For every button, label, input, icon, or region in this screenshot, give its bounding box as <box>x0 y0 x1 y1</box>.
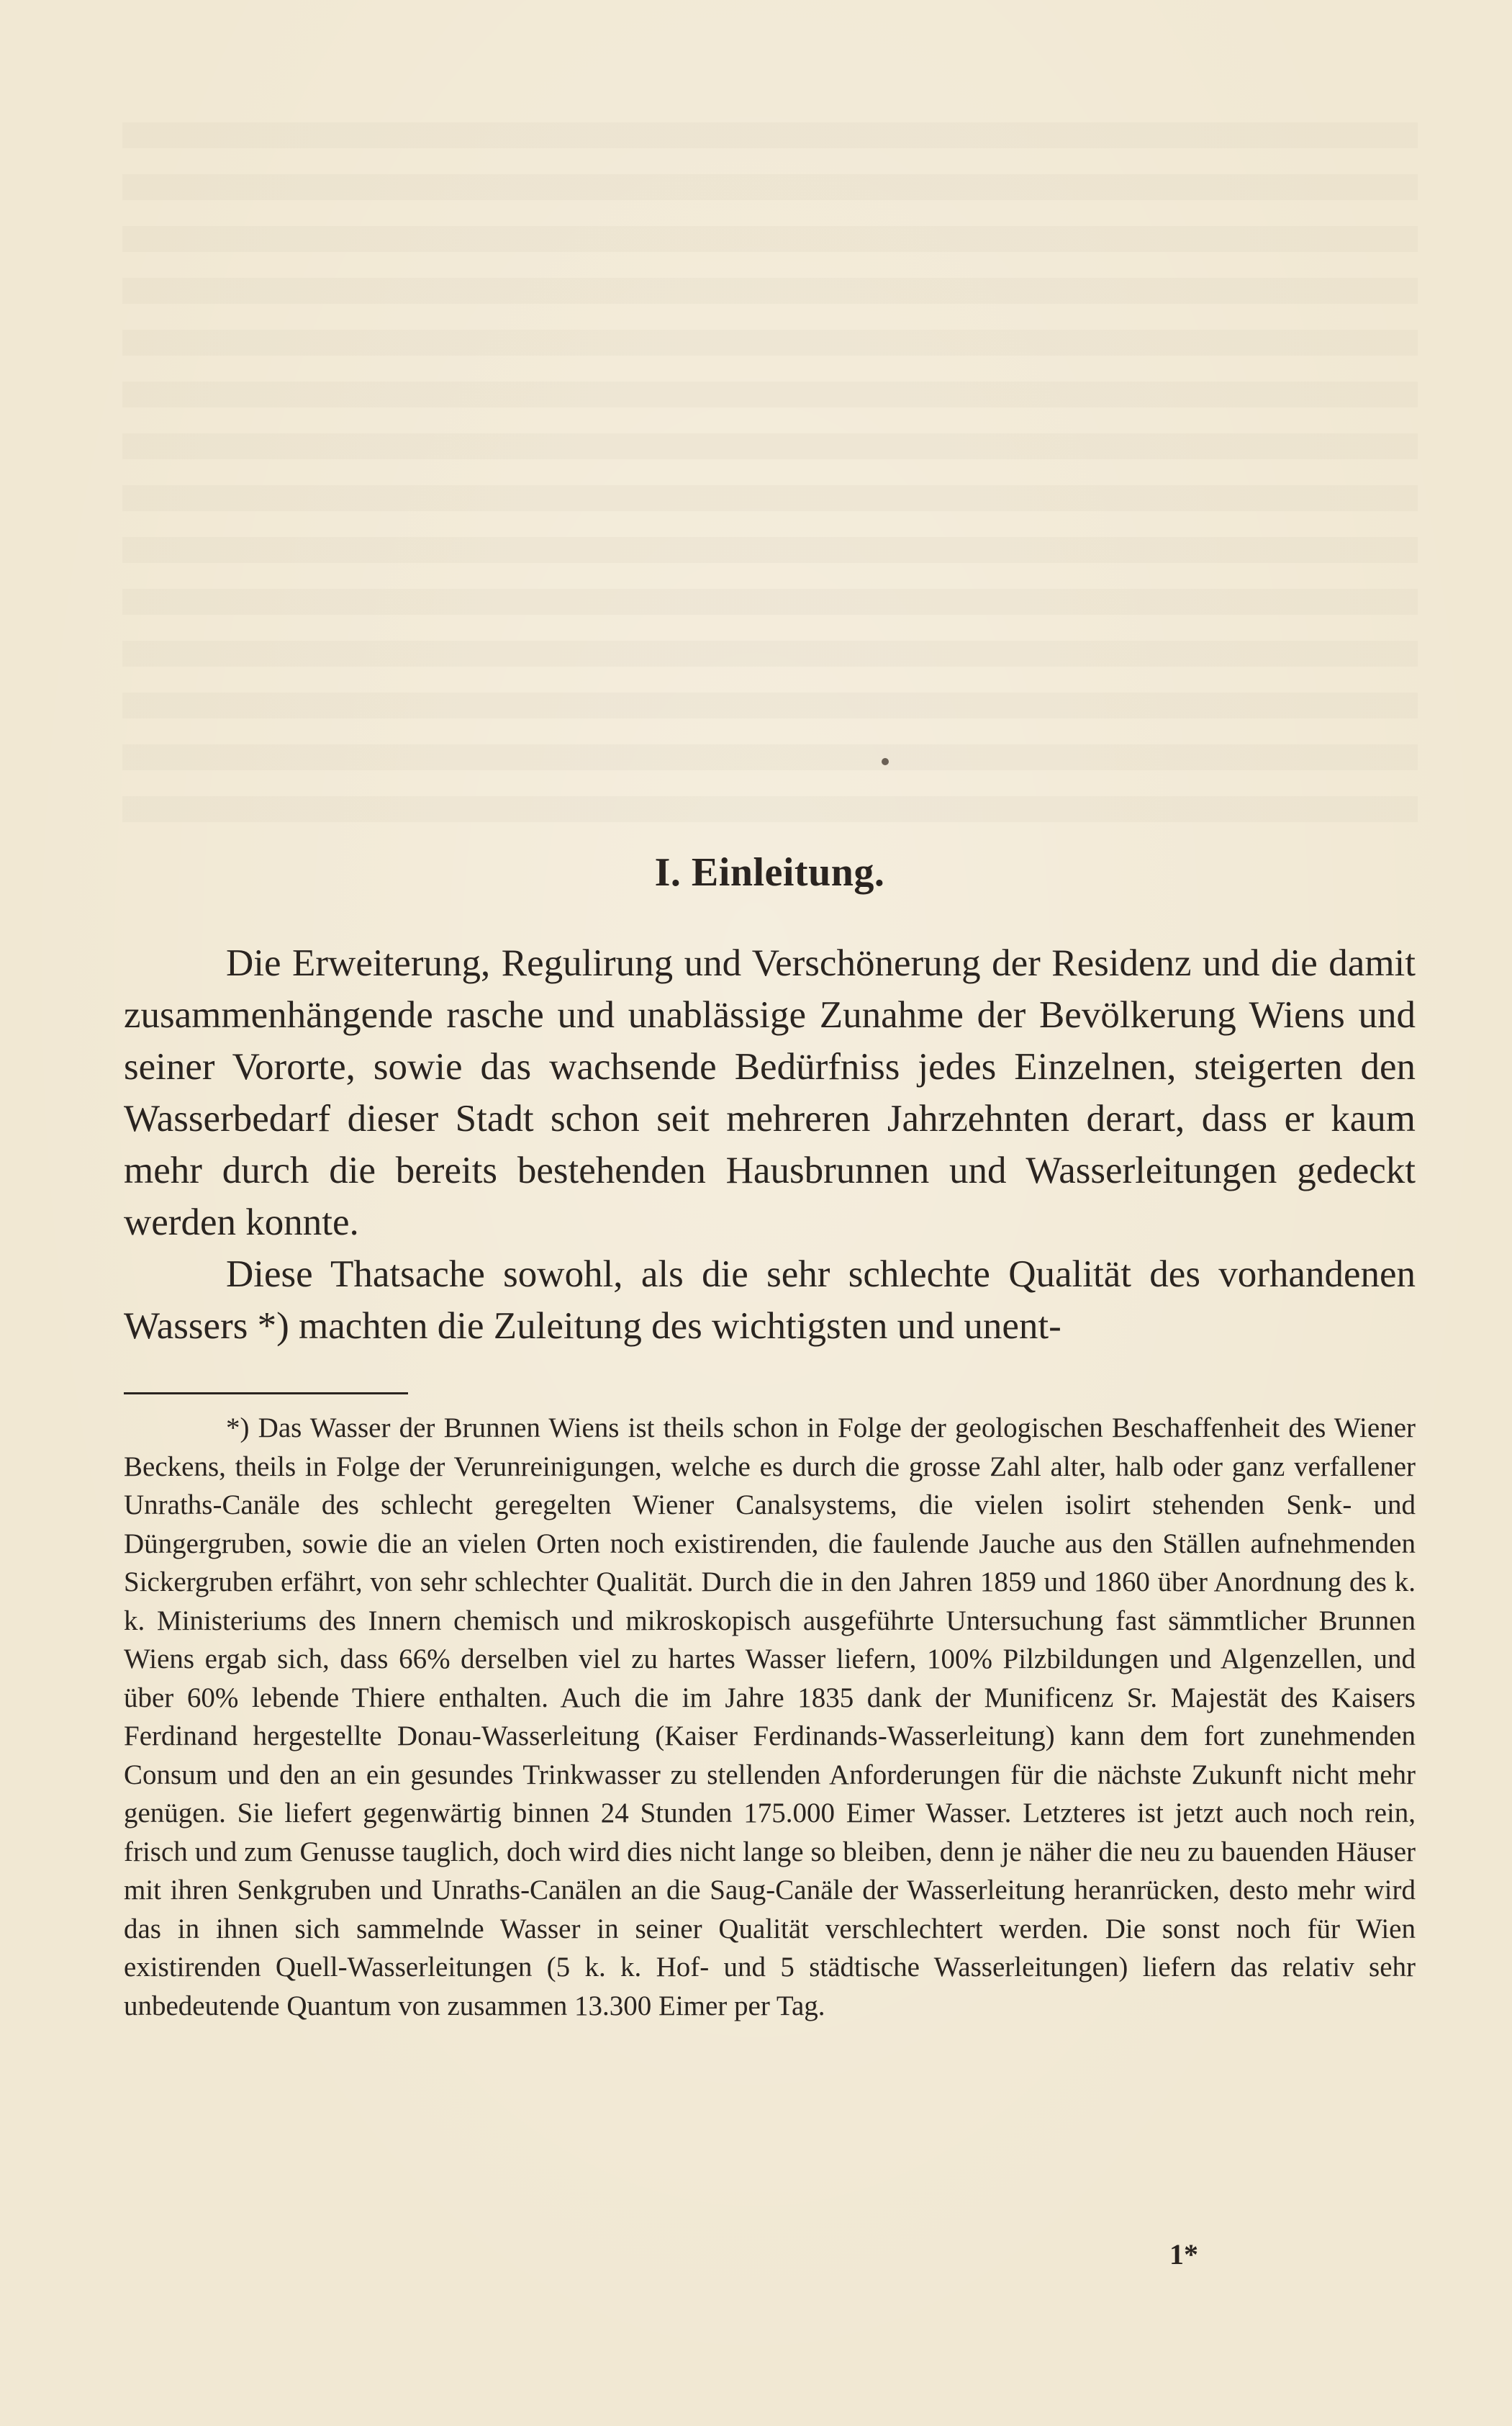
footnote-separator <box>124 1392 408 1394</box>
body-paragraph: Die Erweiterung, Regulirung und Verschönerung der Residenz und die damit zusammenhängende rasche und unablässige Zunahme der Bevölkerung Wiens und seiner Vororte, sowie das wachsende Bedürfniss jedes Einzelnen, steigerten den Wasserbedarf dieser Stadt schon seit mehreren Jahrzehnten derart, dass er kaum mehr durch die bereits bestehenden Hausbrunnen und Wasserleitungen gedeckt werden konnte. <box>124 942 1416 1243</box>
section-heading: I. Einleitung. <box>654 850 885 895</box>
footnote: *) Das Wasser der Brunnen Wiens ist theils schon in Folge der geologischen Beschaffenheit des Wiener Beckens, theils in Folge der Verunreinigungen, welche es durch die grosse Zahl alter, halb oder ganz verfallener Unraths-Canäle des schlecht geregelten Wiener Canalsystems, die vielen isolirt stehenden Senk- und Düngergruben, sowie die an vielen Orten noch existirenden, die faulende Jauche aus den Ställen aufnehmenden Sickergruben erfährt, von sehr schlechter Qualität. Durch die in den Jahren 1859 und 1860 über Anordnung des k. k. Ministeriums des Innern chemisch und mikroskopisch ausgeführte Untersuchung fast sämmtlicher Brunnen Wiens ergab sich, dass 66% derselben viel zu hartes Wasser liefern, 100% Pilzbildungen und Algenzellen, und über 60% lebende Thiere enthalten. Auch die im Jahre 1835 dank der Munificenz Sr. Majestät des Kaisers Ferdinand hergestellte Donau-Wasserleitung (Kaiser Ferdinands-Wasserleitung) kann dem fort zunehmenden Consum und den an ein gesundes Trinkwasser zu stellenden Anforderungen für die nächste Zukunft nicht mehr genügen. Sie liefert gegenwärtig binnen 24 Stunden 175.000 Eimer Wasser. Letzteres ist jetzt auch noch rein, frisch und zum Genusse tauglich, doch wird dies nicht lange so bleiben, denn je näher die neu zu bauenden Häuser mit ihren Senkgruben und Unraths-Canälen an die Saug-Canäle der Wasserleitung heranrücken, desto mehr wird das in ihnen sich sammelnde Wasser in seiner Qualität verschlechtert werden. Die sonst noch für Wien existirenden Quell-Wasserleitungen (5 k. k. Hof- und 5 städtische Wasserleitungen) liefern das relativ sehr unbedeutende Quantum von zusammen 13.300 Eimer per Tag. <box>124 1412 1416 2021</box>
ink-speck <box>882 758 889 765</box>
show-through-text <box>122 122 1418 842</box>
body-paragraph: Diese Thatsache sowohl, als die sehr schlechte Qualität des vorhandenen Wassers *) machten die Zuleitung des wichtigsten und unent- <box>124 1253 1416 1347</box>
page-content <box>124 849 1416 2025</box>
page-signature: 1* <box>1169 2238 1198 2271</box>
